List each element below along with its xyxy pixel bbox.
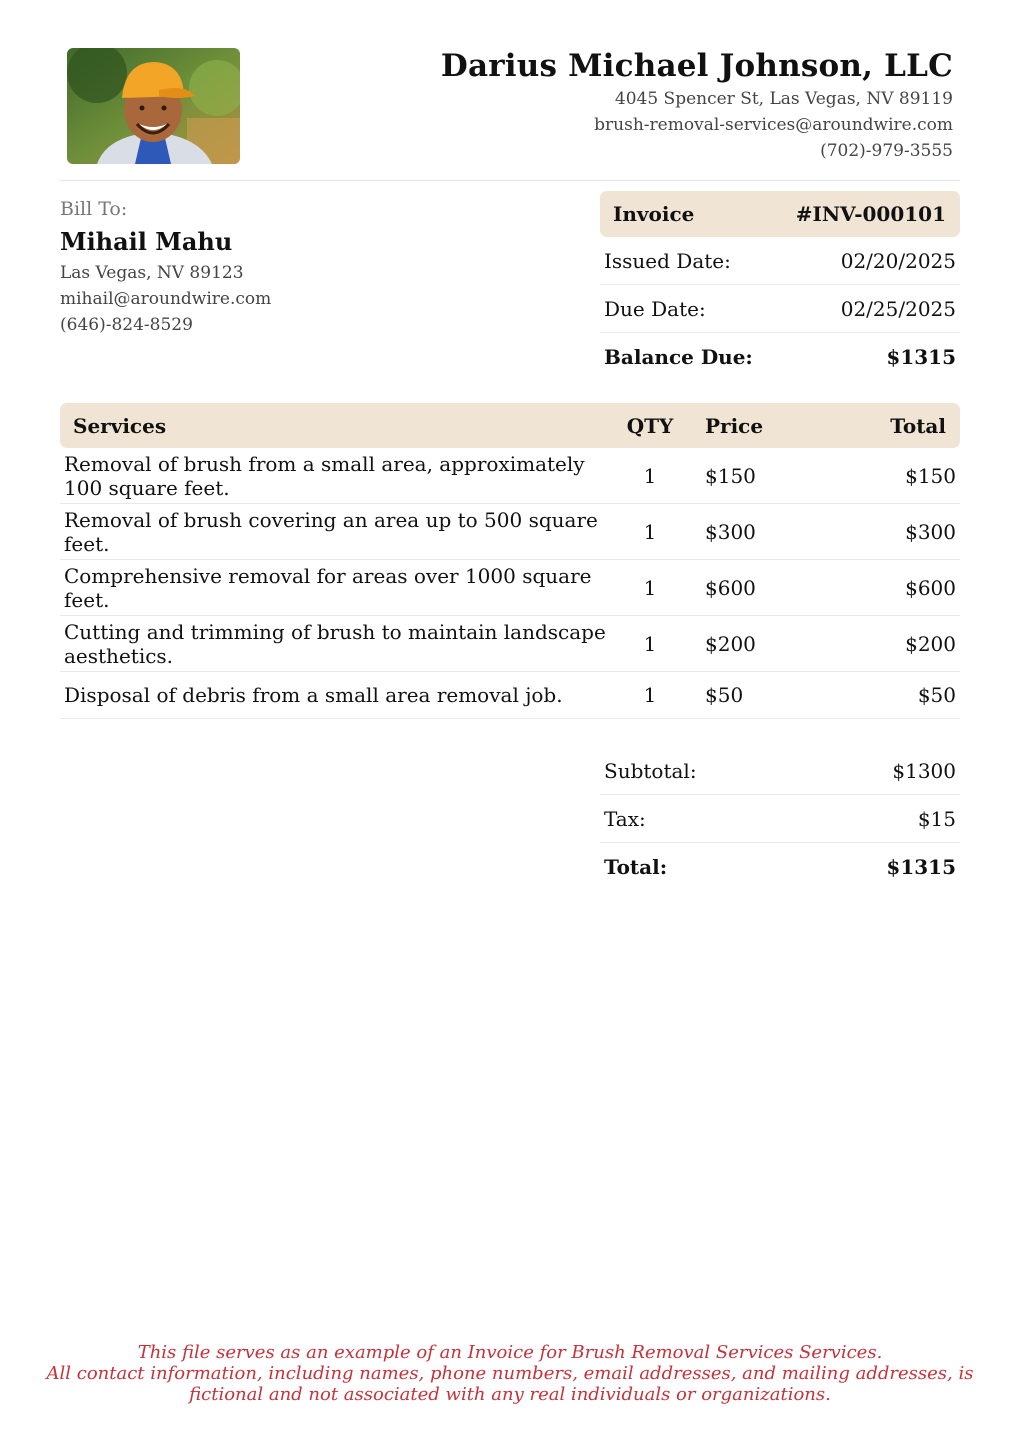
service-qty: 1 (643, 575, 657, 600)
due-date-label: Due Date: (604, 296, 706, 321)
client-name: Mihail Mahu (60, 227, 233, 256)
table-row (60, 560, 960, 616)
header-price: Price (705, 413, 764, 438)
header-divider (60, 180, 960, 181)
subtotal-row (600, 747, 960, 795)
invoice-number: #INV-000101 (795, 202, 946, 226)
services-table (60, 403, 960, 719)
balance-due-row (600, 333, 960, 380)
service-total: $150 (905, 463, 956, 488)
company-phone: (702)-979-3555 (820, 141, 953, 161)
service-description: Removal of brush from a small area, approximately 100 square feet. (64, 451, 585, 500)
company-address: 4045 Spencer St, Las Vegas, NV 89119 (614, 89, 953, 109)
balance-due-label: Balance Due: (604, 344, 753, 369)
service-price: $200 (705, 631, 756, 656)
total-row (600, 843, 960, 890)
table-row (60, 672, 960, 719)
service-description: Disposal of debris from a small area removal job. (64, 683, 563, 707)
total-value: $1315 (886, 854, 956, 879)
issued-date-value: 02/20/2025 (840, 248, 956, 273)
subtotal-label: Subtotal: (604, 758, 697, 783)
header-qty: QTY (626, 413, 674, 438)
issued-date-row (600, 237, 960, 285)
invoice-summary (600, 191, 960, 380)
service-qty: 1 (643, 683, 657, 707)
service-price: $300 (705, 519, 756, 544)
footer-line-3: fictional and not associated with any real individuals or organizations. (189, 1384, 831, 1405)
service-price: $150 (705, 463, 756, 488)
service-price: $600 (705, 575, 756, 600)
service-price: $50 (705, 683, 744, 707)
tax-value: $15 (917, 806, 956, 831)
service-description: Removal of brush covering an area up to 500 square feet. (64, 507, 598, 556)
service-total: $300 (905, 519, 956, 544)
tax-label: Tax: (604, 806, 646, 831)
bill-to-label: Bill To: (60, 198, 128, 220)
company-photo (67, 48, 240, 164)
subtotal-value: $1300 (892, 758, 956, 783)
bill-to-section (60, 196, 271, 338)
table-row (60, 504, 960, 560)
table-row (60, 616, 960, 672)
header-total: Total (890, 413, 946, 438)
service-total: $200 (905, 631, 956, 656)
due-date-row (600, 285, 960, 333)
client-address: Las Vegas, NV 89123 (60, 263, 244, 283)
footer-disclaimer (0, 1342, 1020, 1405)
balance-due-value: $1315 (886, 344, 956, 369)
due-date-value: 02/25/2025 (840, 296, 956, 321)
service-total: $50 (917, 683, 956, 707)
company-name: Darius Michael Johnson, LLC (440, 48, 953, 84)
tax-row (600, 795, 960, 843)
services-table-header (60, 403, 960, 448)
service-description: Cutting and trimming of brush to maintain landscape aesthetics. (64, 619, 606, 668)
service-qty: 1 (643, 631, 657, 656)
service-qty: 1 (643, 519, 657, 544)
company-info (441, 46, 953, 164)
invoice-label: Invoice (613, 202, 695, 226)
company-email: brush-removal-services@aroundwire.com (594, 115, 953, 135)
totals-section (600, 747, 960, 890)
header-services: Services (73, 413, 167, 438)
issued-date-label: Issued Date: (604, 248, 731, 273)
client-phone: (646)-824-8529 (60, 315, 193, 335)
footer-line-2: All contact information, including names, phone numbers, email addresses, and mailing addresses, is (46, 1363, 974, 1384)
service-description: Comprehensive removal for areas over 1000 square feet. (64, 563, 592, 612)
table-row (60, 448, 960, 504)
service-total: $600 (905, 575, 956, 600)
footer-line-1: This file serves as an example of an Invoice for Brush Removal Services Services. (137, 1342, 883, 1363)
invoice-header (600, 191, 960, 237)
service-qty: 1 (643, 463, 657, 488)
client-email: mihail@aroundwire.com (60, 289, 272, 309)
total-label: Total: (604, 854, 668, 879)
